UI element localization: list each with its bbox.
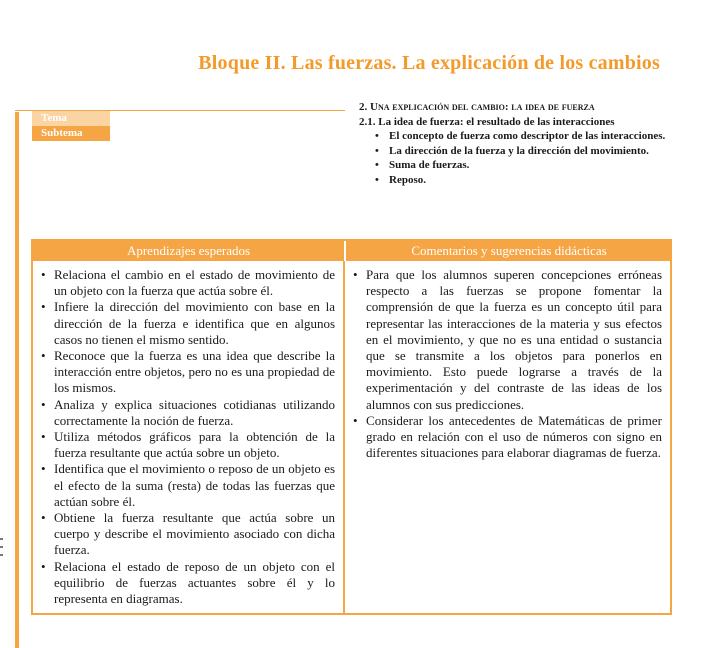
comment-item: • Considerar los antecedentes de Matemáticas de primer grado en relación con el uso de números con signo en diferentes situaciones para elaborar diagramas de fuerza. [353,413,662,462]
learning-item: • Utiliza métodos gráficos para la obtención de la fuerza resultante que actúa sobre un objeto. [41,429,335,461]
learning-item: • Obtiene la fuerza resultante que actúa sobre un cuerpo y describe el movimiento asociado con dicha fuerza. [41,510,335,559]
learning-item: • Reconoce que la fuerza es una idea que describe la interacción entre objetos, pero no es una propiedad de los mismos. [41,348,335,397]
comment-item: • Para que los alumnos superen concepciones erróneas respecto a las fuerzas se propone fomentar la comprensión de que la fuerza es un concepto útil para representar las interacciones de la materia y sus efectos en el movimiento, y que no es una entidad o sustancia que se transmite a los objetos para ponerlos en movimiento. Esto puede lograrse a través de la experimentación y del contraste de las ideas de los alumnos con sus predicciones. [353,267,662,413]
topic-item: • La dirección de la fuerza y la dirección del movimiento. [375,144,669,159]
topic-block [359,100,669,187]
margin-mark [0,554,3,556]
topic-item: • Suma de fuerzas. [375,158,669,173]
learning-item: • Relaciona el cambio en el estado de movimiento de un objeto con la fuerza que actúa sobre él. [41,267,335,299]
learning-item: • Analiza y explica situaciones cotidianas utilizando correctamente la noción de fuerza. [41,397,335,429]
learning-item: • Identifica que el movimiento o reposo de un objeto es el efecto de la suma (resta) de todas las fuerzas que actúan sobre él. [41,461,335,510]
title-rest: . Las fuerzas. La explicación de los cambios [280,52,660,74]
margin-mark [0,546,3,548]
table-header-row [33,241,670,261]
subtema-tab: Subtema [32,126,110,141]
right-column-header: Comentarios y sugerencias didácticas [411,243,607,258]
tema-tab: Tema [32,111,110,126]
learning-item: • Relaciona el estado de reposo de un objeto con el equilibrio de fuerzas actuantes sobre él y lo representa en diagramas. [41,559,335,608]
learning-item: • Infiere la dirección del movimiento con base en la dirección de la fuerza e identifica que en algunos casos no tienen el mismo sentido. [41,299,335,348]
topic-heading: 2. Una explicación del cambio: la idea de fuerza [359,101,595,113]
margin-rule [15,112,19,648]
title-numeral: II [264,52,281,74]
topic-item: • El concepto de fuerza como descriptor de las interacciones. [375,129,669,144]
margin-mark [0,538,3,540]
left-column [33,261,343,613]
right-column [345,261,670,613]
learning-list [41,267,335,607]
page-title [160,52,660,75]
margin-marks [0,538,4,578]
learning-table [31,239,672,615]
title-prefix: Bloque [198,52,265,74]
comments-list [353,267,662,461]
topic-list [359,129,669,187]
table-body [33,261,670,613]
left-column-header: Aprendizajes esperados [126,243,251,258]
topic-subheading: 2.1. La idea de fuerza: el resultado de las interacciones [359,115,615,128]
topic-item: • Reposo. [375,173,669,188]
